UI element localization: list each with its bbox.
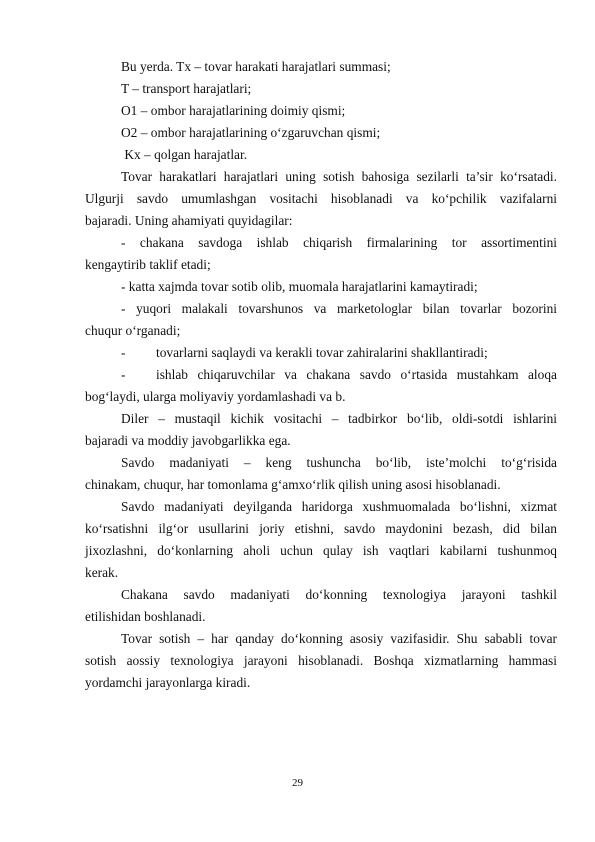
- text-line: Bu yerda. Tx – tovar harakati harajatlari summasi;: [121, 59, 391, 74]
- paragraph-line: chinakam, chuqur, har tomonlama g‘amxo‘rlik qilish uning asosi hisoblanadi.: [85, 477, 501, 492]
- text-line: O2 – ombor harajatlarining o‘zgaruvchan qismi;: [121, 125, 381, 140]
- list-dash: -: [121, 367, 126, 382]
- paragraph: [85, 408, 557, 452]
- paragraph-line: bajaradi. Uning ahamiyati quyidagilar:: [85, 213, 293, 228]
- paragraph-line: - katta xajmda tovar sotib olib, muomala harajatlarini kamaytiradi;: [121, 279, 478, 294]
- text-line: O1 – ombor harajatlarining doimiy qismi;: [121, 103, 346, 118]
- paragraph: [85, 298, 557, 342]
- paragraph-line: kerak.: [85, 565, 119, 580]
- paragraph-line: jixozlashni, do‘konlarning aholi uchun qulay ish vaqtlari kabilarni tushunmoq: [85, 543, 557, 558]
- paragraph-line: Savdo madaniyati deyilganda haridorga xushmuomalada bo‘lishni, xizmat: [121, 499, 557, 514]
- page-number: 29: [292, 777, 303, 789]
- paragraph-line: - yuqori malakali tovarshunos va marketologlar bilan tovarlar bozorini: [121, 301, 557, 316]
- paragraph-line: - chakana savdoga ishlab chiqarish firmalarining tor assortimentini: [121, 235, 557, 250]
- paragraph: [85, 496, 557, 584]
- paragraph-line: Tovar harakatlari harajatlari uning sotish bahosiga sezilarli ta’sir ko‘rsatadi.: [121, 169, 557, 184]
- paragraph-line: Chakana savdo madaniyati do‘konning texnologiya jarayoni tashkil: [121, 587, 557, 602]
- paragraph-line: kengaytirib taklif etadi;: [85, 257, 211, 272]
- list-item-continuation: [85, 386, 557, 408]
- paragraph-line: yordamchi jarayonlarga kiradi.: [85, 675, 251, 690]
- paragraph: [85, 452, 557, 496]
- text-line: Kx – qolgan harajatlar.: [121, 147, 248, 162]
- paragraph-line: sotish aossiy texnologiya jarayoni hisoblanadi. Boshqa xizmatlarning hammasi: [85, 653, 557, 668]
- list-item: [156, 342, 557, 364]
- list-dash: -: [121, 345, 126, 360]
- paragraph-line: Tovar sotish – har qanday do‘konning asosiy vazifasidir. Shu sababli tovar: [121, 631, 557, 646]
- list-item-line: bog‘laydi, ularga moliyaviy yordamlashadi va b.: [85, 389, 346, 404]
- paragraph: [85, 628, 557, 694]
- paragraph-line: chuqur o‘rganadi;: [85, 323, 181, 338]
- paragraph-line: etilishidan boshlanadi.: [85, 609, 206, 624]
- paragraph: [85, 276, 557, 298]
- paragraph: [85, 584, 557, 628]
- paragraph-line: Ulgurji savdo umumlashgan vositachi hisoblanadi va ko‘pchilik vazifalarni: [85, 191, 557, 206]
- paragraph: [85, 166, 557, 232]
- paragraph-line: Savdo madaniyati – keng tushuncha bo‘lib, iste’molchi to‘g‘risida: [121, 455, 557, 470]
- paragraph-line: bajaradi va moddiy javobgarlikka ega.: [85, 433, 291, 448]
- list-item-line: ishlab chiqaruvchilar va chakana savdo o‘rtasida mustahkam aloqa: [156, 367, 557, 382]
- paragraph-line: ko‘rsatishni ilg‘or usullarini joriy etishni, savdo maydonini bezash, did bilan: [85, 521, 557, 536]
- list-item: [156, 364, 557, 386]
- text-line: T – transport harajatlari;: [121, 81, 252, 96]
- paragraph: [85, 232, 557, 276]
- paragraph-line: Diler – mustaqil kichik vositachi – tadbirkor bo‘lib, oldi-sotdi ishlarini: [121, 411, 557, 426]
- list-item-line: tovarlarni saqlaydi va kerakli tovar zahiralarini shakllantiradi;: [156, 345, 488, 360]
